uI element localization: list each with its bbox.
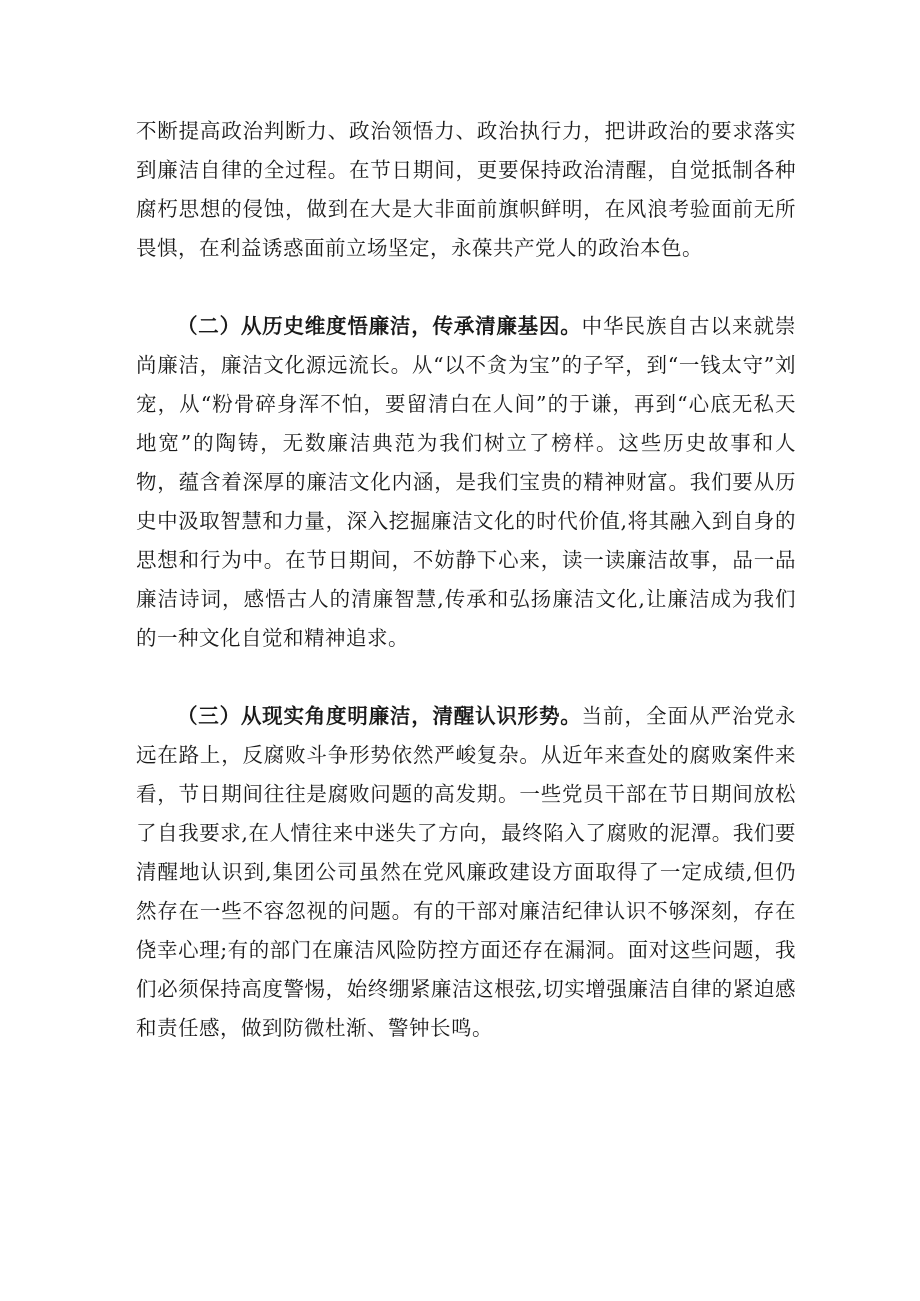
document-body [136, 112, 796, 1048]
paragraph-history [136, 307, 796, 658]
paragraph-history-heading: （二）从历史维度悟廉洁，传承清廉基因。 [177, 314, 582, 338]
paragraph-history-text: 中华民族自古以来就崇尚廉洁，廉洁文化源远流长。从“以不贪为宝”的子罕，到“一钱太守”刘宠，从“粉骨碎身浑不怕，要留清白在人间”的于谦，再到“心底无私天地宽”的陶铸，无数廉洁典范为我们树立了榜样。这些历史故事和人物，蕴含着深厚的廉洁文化内涵，是我们宝贵的精神财富。我们要从历史中汲取智慧和力量，深入挖掘廉洁文化的时代价值,将其融入到自身的思想和行为中。在节日期间，不妨静下心来，读一读廉洁故事，品一品廉洁诗词，感悟古人的清廉智慧,传承和弘扬廉洁文化,让廉洁成为我们的一种文化自觉和精神追求。 [136, 314, 796, 650]
paragraph-political-text: 不断提高政治判断力、政治领悟力、政治执行力，把讲政治的要求落实到廉洁自律的全过程。在节日期间，更要保持政治清醒，自觉抵制各种腐朽思想的侵蚀，做到在大是大非面前旗帜鲜明，在风浪考验面前无所畏惧，在利益诱惑面前立场坚定，永葆共产党人的政治本色。 [136, 119, 796, 260]
paragraph-gap [136, 268, 796, 307]
paragraph-gap [136, 658, 796, 697]
paragraph-reality-text: 当前，全面从严治党永远在路上，反腐败斗争形势依然严峻复杂。从近年来查处的腐败案件来看，节日期间往往是腐败问题的高发期。一些党员干部在节日期间放松了自我要求,在人情往来中迷失了方向，最终陷入了腐败的泥潭。我们要清醒地认识到,集团公司虽然在党风廉政建设方面取得了一定成绩,但仍然存在一些不容忽视的问题。有的干部对廉洁纪律认识不够深刻，存在侥幸心理;有的部门在廉洁风险防控方面还存在漏洞。面对这些问题，我们必须保持高度警惕，始终绷紧廉洁这根弦,切实增强廉洁自律的紧迫感和责任感，做到防微杜渐、警钟长鸣。 [136, 704, 796, 1040]
paragraph-political [136, 112, 796, 268]
paragraph-reality-heading: （三）从现实角度明廉洁，清醒认识形势。 [177, 704, 582, 728]
paragraph-reality [136, 697, 796, 1048]
